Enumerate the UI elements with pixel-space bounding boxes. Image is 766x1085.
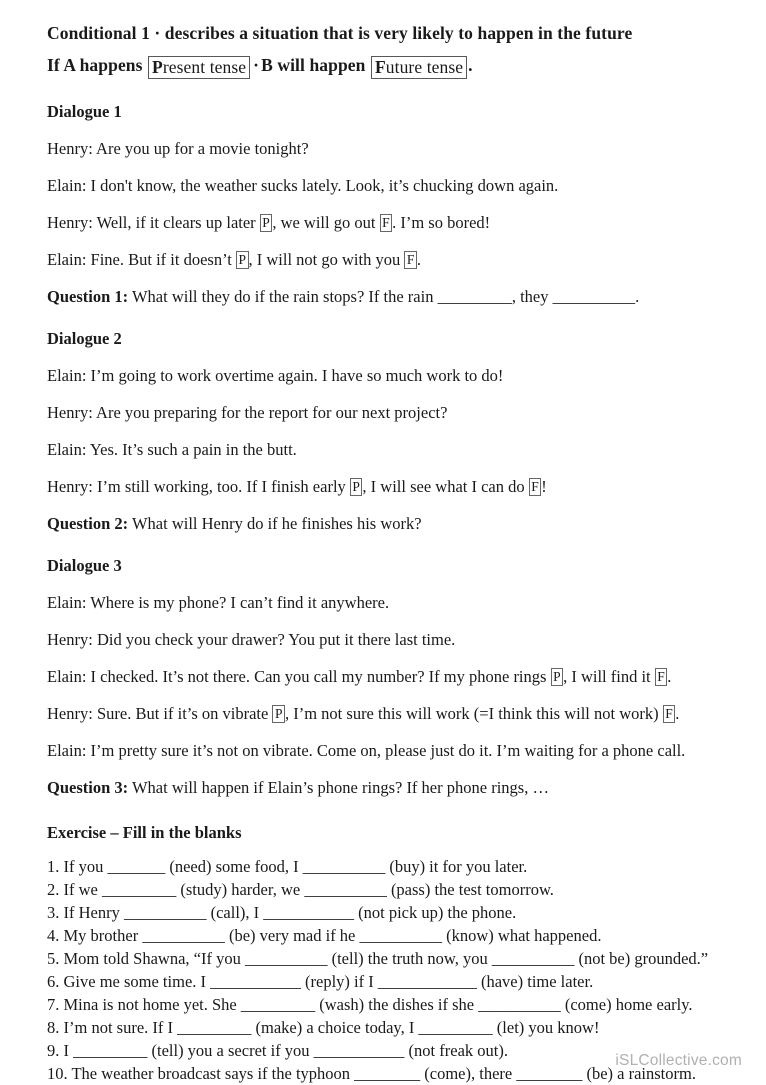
dialogue-line	[47, 139, 719, 159]
dialogue-text: , we will go out	[272, 213, 380, 232]
formula-separator-icon: ·	[253, 55, 260, 75]
future-marker-box: F	[655, 668, 668, 686]
dialogue-text: . I’m so bored!	[392, 213, 491, 232]
question-line	[47, 287, 719, 307]
dialogue-text: , I’m not sure this will work (=I think this will not work)	[284, 704, 663, 723]
present-tense-box-rest: resent tense	[162, 57, 247, 77]
dialogue-text: Elain: Yes. It’s such a pain in the butt.	[47, 440, 297, 459]
dialogue-line	[47, 176, 719, 196]
present-marker-box: P	[350, 478, 363, 496]
dialogue-line	[47, 704, 719, 724]
dialogue-line	[47, 477, 719, 497]
dialogue-text: Elain: Fine. But if it doesn’t	[47, 250, 236, 269]
exercise-item: 1. If you _______ (need) some food, I __________ (buy) it for you later.	[47, 857, 528, 876]
dialogue-line	[47, 593, 719, 613]
dialogue-text: Elain: I don't know, the weather sucks lately. Look, it’s chucking down again.	[47, 176, 559, 195]
dialogue-text: , I will see what I can do	[362, 477, 529, 496]
question-label: Question 1:	[47, 287, 129, 306]
dialogue-title: Dialogue 3	[47, 556, 122, 575]
exercise-list	[47, 855, 719, 1085]
present-tense-box-initial: P	[152, 57, 163, 77]
future-tense-box-initial: F	[374, 57, 386, 77]
future-marker-box: F	[404, 251, 417, 269]
formula-suffix: .	[468, 55, 473, 75]
future-tense-box	[371, 56, 467, 79]
exercise-item: 10. The weather broadcast says if the typhoon ________ (come), there ________ (be) a rainstorm.	[47, 1064, 696, 1083]
dialogue-text: Elain: I’m going to work overtime again. I have so much work to do!	[47, 366, 504, 385]
dialogue-text: Henry: I’m still working, too. If I finish early	[47, 477, 350, 496]
question-label: Question 3:	[47, 778, 129, 797]
question-text: What will Henry do if he finishes his work?	[128, 514, 422, 533]
question-text: What will they do if the rain stops? If the rain _________, they __________.	[128, 287, 640, 306]
dialogue-line	[47, 213, 719, 233]
future-marker-box: F	[529, 478, 542, 496]
exercise-item: 5. Mom told Shawna, “If you __________ (tell) the truth now, you __________ (not be) grounded.”	[47, 949, 709, 968]
present-marker-box: P	[260, 214, 273, 232]
question-line	[47, 514, 719, 534]
exercise-item: 6. Give me some time. I ___________ (reply) if I ____________ (have) time later.	[47, 972, 594, 991]
dialogue-text: Elain: I checked. It’s not there. Can you call my number? If my phone rings	[47, 667, 551, 686]
dialogue-line	[47, 366, 719, 386]
dialogue-title: Dialogue 1	[47, 102, 122, 121]
future-tense-box-rest: uture tense	[385, 57, 464, 77]
dialogue-text: Henry: Sure. But if it’s on vibrate	[47, 704, 273, 723]
dialogue-text: Henry: Well, if it clears up later	[47, 213, 260, 232]
present-marker-box: P	[272, 705, 285, 723]
exercise-item: 8. I’m not sure. If I _________ (make) a choice today, I _________ (let) you know!	[47, 1018, 600, 1037]
dialogue-text: Henry: Are you up for a movie tonight?	[47, 139, 309, 158]
dialogue-text: .	[667, 667, 672, 686]
worksheet-content	[47, 18, 719, 1085]
dialogue-text: !	[541, 477, 547, 496]
dialogue-text: .	[416, 250, 421, 269]
dialogue-text: , I will not go with you	[248, 250, 405, 269]
question-label: Question 2:	[47, 514, 129, 533]
exercise-item: 3. If Henry __________ (call), I ___________ (not pick up) the phone.	[47, 903, 517, 922]
dialogue-text: , I will find it	[563, 667, 655, 686]
dialogue-line	[47, 440, 719, 460]
dialogue-text: Henry: Are you preparing for the report for our next project?	[47, 403, 448, 422]
dialogue-line	[47, 667, 719, 687]
watermark: iSLCollective.com	[615, 1052, 742, 1069]
future-marker-box: F	[663, 705, 676, 723]
formula-prefix: If A happens	[47, 55, 148, 75]
dialogue-line	[47, 250, 719, 270]
dialogue-text: Elain: Where is my phone? I can’t find it anywhere.	[47, 593, 390, 612]
exercise-title: Exercise – Fill in the blanks	[47, 823, 242, 842]
present-marker-box: P	[236, 251, 249, 269]
dialogue-line	[47, 741, 719, 761]
dialogue-text: Henry: Did you check your drawer? You put it there last time.	[47, 630, 456, 649]
present-tense-box	[148, 56, 250, 79]
dialogues-container	[47, 102, 719, 798]
dialogue-text: .	[675, 704, 680, 723]
present-marker-box: P	[551, 668, 564, 686]
dialogue-line	[47, 630, 719, 650]
formula-statement	[47, 50, 719, 80]
dialogue-text: Elain: I’m pretty sure it’s not on vibrate. Come on, please just do it. I’m waiting for a phone call.	[47, 741, 686, 760]
exercise-item: 4. My brother __________ (be) very mad if he __________ (know) what happened.	[47, 926, 602, 945]
dialogue-title: Dialogue 2	[47, 329, 122, 348]
exercise-item: 2. If we _________ (study) harder, we __________ (pass) the test tomorrow.	[47, 880, 554, 899]
future-marker-box: F	[380, 214, 393, 232]
question-text: What will happen if Elain’s phone rings? If her phone rings, …	[128, 778, 549, 797]
dialogue-line	[47, 403, 719, 423]
question-line	[47, 778, 719, 798]
formula-middle: B will happen	[261, 55, 370, 75]
exercise-item: 7. Mina is not home yet. She _________ (wash) the dishes if she __________ (come) home early.	[47, 995, 693, 1014]
exercise-item: 9. I _________ (tell) you a secret if you ___________ (not freak out).	[47, 1041, 508, 1060]
rule-statement: Conditional 1 · describes a situation that is very likely to happen in the future	[47, 23, 633, 43]
